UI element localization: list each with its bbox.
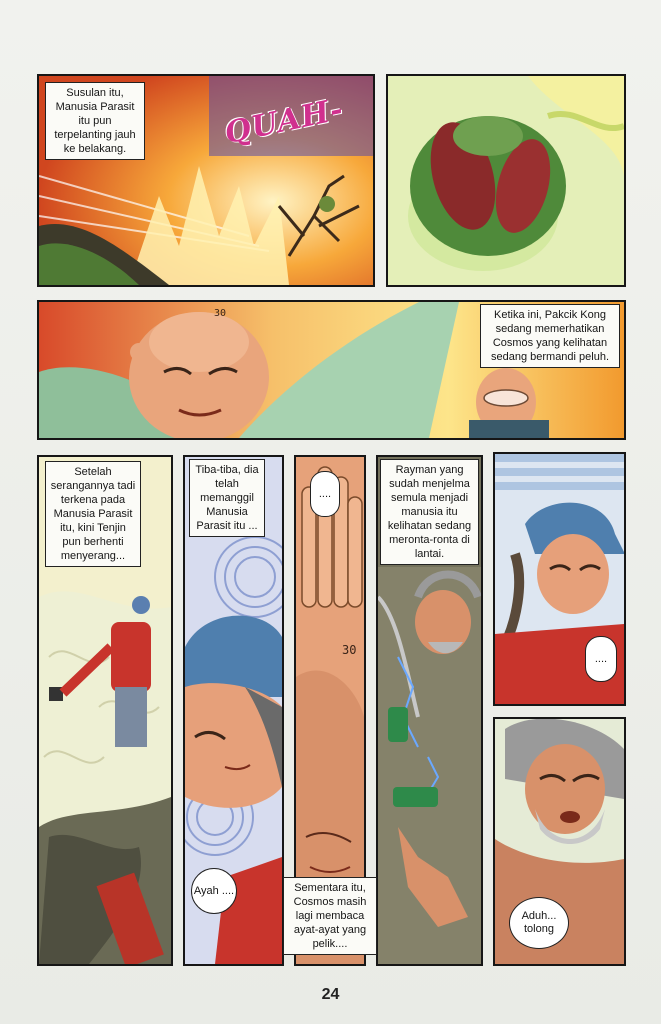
- bubble-aduh: Aduh... tolong: [509, 897, 569, 949]
- panel-pakcik-kong: [37, 300, 626, 440]
- page-number: 24: [321, 986, 340, 1003]
- forehead-marks: 30: [214, 308, 227, 319]
- panel-rayman-floor: [376, 455, 483, 966]
- caption-panel3: Ketika ini, Pakcik Kong sedang memerhatikan Cosmos yang kelihatan sedang bermandi peluh.: [480, 304, 620, 368]
- panel-rayman-face: [493, 717, 626, 966]
- caption-panel5: Tiba-tiba, dia telah memanggil Manusia Parasit itu ...: [189, 459, 265, 537]
- bubble-panel8: ....: [585, 636, 617, 682]
- caption-panel6: Sementara itu, Cosmos masih lagi membaca ayat-ayat yang pelik....: [283, 877, 377, 955]
- caption-panel4: Setelah serangannya tadi terkena pada Manusia Parasit itu, kini Tenjin pun berhenti menyerang...: [45, 461, 141, 567]
- panel-tenjin-face: [183, 455, 284, 966]
- panel-explosion: [37, 74, 375, 287]
- panel-tenjin-cap: [493, 452, 626, 706]
- panel-tenjin: [37, 455, 173, 966]
- body-mark-30: 30: [342, 643, 357, 657]
- bubble-cosmos-dots: ....: [310, 471, 340, 517]
- panel-parasite-closeup: [386, 74, 626, 287]
- caption-panel1: Susulan itu, Manusia Parasit itu pun terpelanting jauh ke belakang.: [45, 82, 145, 160]
- sfx-quah: QUAH-: [221, 91, 347, 152]
- bubble-ayah: Ayah ....: [191, 868, 237, 914]
- parasite-art: [388, 76, 624, 285]
- caption-panel7: Rayman yang sudah menjelma semula menjadi manusia itu kelihatan sedang meronta-ronta di lantai.: [380, 459, 479, 565]
